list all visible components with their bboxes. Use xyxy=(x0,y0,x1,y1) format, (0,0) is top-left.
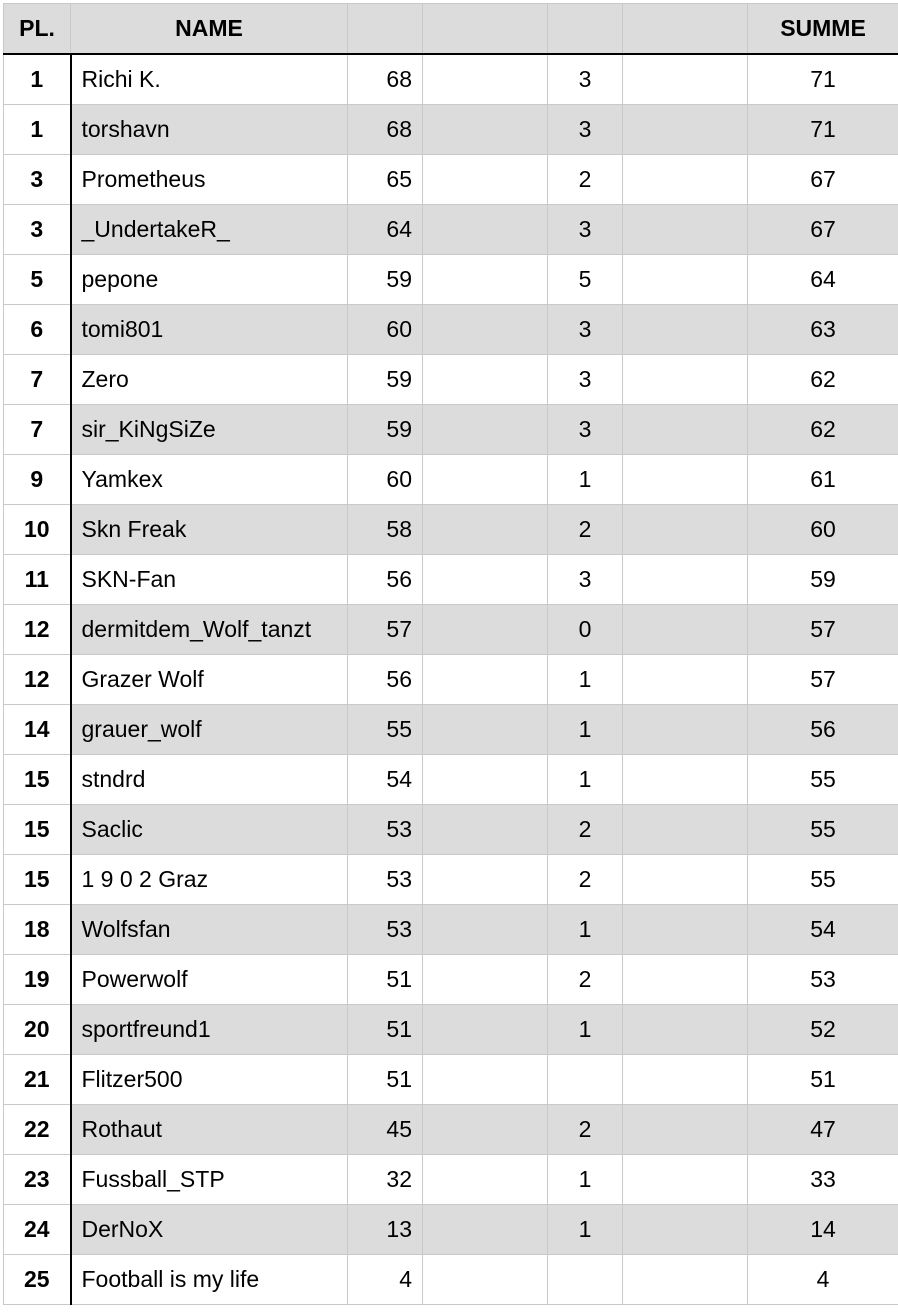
cell-place: 15 xyxy=(4,855,71,905)
cell-sum: 62 xyxy=(748,405,898,455)
cell-points: 53 xyxy=(348,855,423,905)
cell-place: 24 xyxy=(4,1205,71,1255)
cell-points: 56 xyxy=(348,655,423,705)
cell-empty xyxy=(423,905,548,955)
cell-bonus: 5 xyxy=(548,255,623,305)
cell-place: 9 xyxy=(4,455,71,505)
cell-name: 1 9 0 2 Graz xyxy=(71,855,348,905)
cell-bonus: 1 xyxy=(548,705,623,755)
cell-sum: 14 xyxy=(748,1205,898,1255)
cell-empty xyxy=(423,255,548,305)
table-row xyxy=(4,255,898,305)
cell-name: Prometheus xyxy=(71,155,348,205)
cell-bonus xyxy=(548,1255,623,1305)
cell-points: 65 xyxy=(348,155,423,205)
table-row xyxy=(4,1055,898,1105)
cell-bonus: 2 xyxy=(548,155,623,205)
standings-table xyxy=(3,3,898,1305)
table-row xyxy=(4,1155,898,1205)
cell-points: 51 xyxy=(348,1055,423,1105)
cell-empty xyxy=(623,955,748,1005)
cell-place: 1 xyxy=(4,54,71,105)
cell-bonus: 2 xyxy=(548,505,623,555)
cell-empty xyxy=(423,405,548,455)
cell-empty xyxy=(623,805,748,855)
cell-points: 68 xyxy=(348,105,423,155)
cell-points: 51 xyxy=(348,1005,423,1055)
table-row xyxy=(4,555,898,605)
cell-bonus: 1 xyxy=(548,1205,623,1255)
cell-name: pepone xyxy=(71,255,348,305)
cell-name: dermitdem_Wolf_tanzt xyxy=(71,605,348,655)
table-row xyxy=(4,155,898,205)
table-row xyxy=(4,455,898,505)
table-row xyxy=(4,505,898,555)
cell-place: 11 xyxy=(4,555,71,605)
cell-place: 25 xyxy=(4,1255,71,1305)
cell-points: 68 xyxy=(348,54,423,105)
standings-body xyxy=(4,54,898,1305)
cell-empty xyxy=(623,255,748,305)
cell-bonus: 3 xyxy=(548,305,623,355)
cell-points: 13 xyxy=(348,1205,423,1255)
table-row xyxy=(4,855,898,905)
cell-name: Yamkex xyxy=(71,455,348,505)
cell-points: 54 xyxy=(348,755,423,805)
cell-sum: 67 xyxy=(748,155,898,205)
cell-points: 60 xyxy=(348,305,423,355)
cell-points: 59 xyxy=(348,255,423,305)
header-points xyxy=(348,4,423,55)
cell-empty xyxy=(423,355,548,405)
table-row xyxy=(4,755,898,805)
cell-empty xyxy=(623,1005,748,1055)
cell-empty xyxy=(623,1155,748,1205)
table-row xyxy=(4,605,898,655)
cell-place: 5 xyxy=(4,255,71,305)
table-row xyxy=(4,1005,898,1055)
cell-place: 12 xyxy=(4,605,71,655)
header-row xyxy=(4,4,898,55)
cell-empty xyxy=(623,505,748,555)
cell-name: Zero xyxy=(71,355,348,405)
table-row xyxy=(4,705,898,755)
header-name: NAME xyxy=(71,4,348,55)
cell-name: Skn Freak xyxy=(71,505,348,555)
cell-sum: 4 xyxy=(748,1255,898,1305)
cell-sum: 56 xyxy=(748,705,898,755)
cell-empty xyxy=(423,855,548,905)
cell-bonus: 1 xyxy=(548,655,623,705)
cell-name: DerNoX xyxy=(71,1205,348,1255)
cell-empty xyxy=(423,1005,548,1055)
cell-empty xyxy=(423,1255,548,1305)
cell-place: 14 xyxy=(4,705,71,755)
cell-empty xyxy=(423,105,548,155)
table-row xyxy=(4,105,898,155)
table-row xyxy=(4,54,898,105)
cell-name: _UndertakeR_ xyxy=(71,205,348,255)
cell-name: torshavn xyxy=(71,105,348,155)
cell-empty xyxy=(623,355,748,405)
cell-empty xyxy=(623,105,748,155)
cell-sum: 51 xyxy=(748,1055,898,1105)
cell-empty xyxy=(623,305,748,355)
table-row xyxy=(4,1255,898,1305)
cell-empty xyxy=(423,205,548,255)
cell-empty xyxy=(423,955,548,1005)
cell-name: Saclic xyxy=(71,805,348,855)
cell-sum: 67 xyxy=(748,205,898,255)
cell-sum: 61 xyxy=(748,455,898,505)
cell-place: 10 xyxy=(4,505,71,555)
cell-place: 3 xyxy=(4,155,71,205)
cell-empty xyxy=(423,1155,548,1205)
cell-empty xyxy=(423,305,548,355)
cell-empty xyxy=(623,1055,748,1105)
cell-bonus: 2 xyxy=(548,955,623,1005)
cell-points: 56 xyxy=(348,555,423,605)
cell-empty xyxy=(623,1105,748,1155)
cell-empty xyxy=(623,855,748,905)
cell-place: 3 xyxy=(4,205,71,255)
cell-name: Flitzer500 xyxy=(71,1055,348,1105)
cell-points: 51 xyxy=(348,955,423,1005)
cell-sum: 64 xyxy=(748,255,898,305)
cell-bonus: 3 xyxy=(548,555,623,605)
table-row xyxy=(4,805,898,855)
cell-empty xyxy=(623,605,748,655)
cell-sum: 59 xyxy=(748,555,898,605)
cell-empty xyxy=(423,805,548,855)
cell-sum: 55 xyxy=(748,855,898,905)
cell-empty xyxy=(623,555,748,605)
cell-name: sir_KiNgSiZe xyxy=(71,405,348,455)
cell-sum: 55 xyxy=(748,805,898,855)
cell-bonus: 3 xyxy=(548,105,623,155)
cell-points: 60 xyxy=(348,455,423,505)
header-gap-2 xyxy=(623,4,748,55)
table-row xyxy=(4,405,898,455)
cell-bonus: 3 xyxy=(548,205,623,255)
header-sum: SUMME xyxy=(748,4,898,55)
cell-bonus: 2 xyxy=(548,855,623,905)
cell-points: 58 xyxy=(348,505,423,555)
cell-bonus: 2 xyxy=(548,1105,623,1155)
cell-name: tomi801 xyxy=(71,305,348,355)
cell-name: Rothaut xyxy=(71,1105,348,1155)
cell-empty xyxy=(623,755,748,805)
cell-bonus: 3 xyxy=(548,355,623,405)
cell-empty xyxy=(623,1205,748,1255)
cell-empty xyxy=(423,155,548,205)
cell-sum: 52 xyxy=(748,1005,898,1055)
header-bonus xyxy=(548,4,623,55)
cell-bonus: 3 xyxy=(548,54,623,105)
cell-empty xyxy=(423,655,548,705)
cell-empty xyxy=(423,455,548,505)
cell-place: 6 xyxy=(4,305,71,355)
cell-place: 1 xyxy=(4,105,71,155)
cell-place: 15 xyxy=(4,755,71,805)
cell-empty xyxy=(623,205,748,255)
cell-place: 18 xyxy=(4,905,71,955)
cell-sum: 47 xyxy=(748,1105,898,1155)
cell-sum: 55 xyxy=(748,755,898,805)
cell-bonus: 0 xyxy=(548,605,623,655)
cell-sum: 63 xyxy=(748,305,898,355)
cell-bonus: 1 xyxy=(548,905,623,955)
cell-points: 59 xyxy=(348,405,423,455)
cell-place: 23 xyxy=(4,1155,71,1205)
cell-sum: 53 xyxy=(748,955,898,1005)
table-row xyxy=(4,355,898,405)
cell-place: 20 xyxy=(4,1005,71,1055)
cell-bonus: 2 xyxy=(548,805,623,855)
cell-bonus: 1 xyxy=(548,455,623,505)
cell-empty xyxy=(423,605,548,655)
table-row xyxy=(4,955,898,1005)
cell-name: Powerwolf xyxy=(71,955,348,1005)
cell-empty xyxy=(623,905,748,955)
cell-sum: 62 xyxy=(748,355,898,405)
cell-points: 55 xyxy=(348,705,423,755)
cell-place: 22 xyxy=(4,1105,71,1155)
cell-points: 57 xyxy=(348,605,423,655)
cell-empty xyxy=(423,505,548,555)
cell-place: 21 xyxy=(4,1055,71,1105)
cell-name: grauer_wolf xyxy=(71,705,348,755)
cell-empty xyxy=(423,1055,548,1105)
cell-bonus: 1 xyxy=(548,1155,623,1205)
cell-empty xyxy=(623,54,748,105)
cell-points: 53 xyxy=(348,905,423,955)
table-row xyxy=(4,1205,898,1255)
cell-empty xyxy=(423,555,548,605)
header-place: PL. xyxy=(4,4,71,55)
cell-empty xyxy=(623,655,748,705)
cell-empty xyxy=(423,1105,548,1155)
cell-empty xyxy=(423,54,548,105)
cell-place: 12 xyxy=(4,655,71,705)
cell-points: 64 xyxy=(348,205,423,255)
cell-name: stndrd xyxy=(71,755,348,805)
cell-bonus: 3 xyxy=(548,405,623,455)
cell-name: Wolfsfan xyxy=(71,905,348,955)
cell-points: 59 xyxy=(348,355,423,405)
cell-bonus xyxy=(548,1055,623,1105)
cell-name: Grazer Wolf xyxy=(71,655,348,705)
cell-name: sportfreund1 xyxy=(71,1005,348,1055)
cell-points: 53 xyxy=(348,805,423,855)
cell-place: 7 xyxy=(4,355,71,405)
cell-empty xyxy=(623,455,748,505)
cell-sum: 33 xyxy=(748,1155,898,1205)
cell-bonus: 1 xyxy=(548,1005,623,1055)
cell-points: 4 xyxy=(348,1255,423,1305)
table-row xyxy=(4,655,898,705)
cell-points: 45 xyxy=(348,1105,423,1155)
cell-sum: 57 xyxy=(748,605,898,655)
table-row xyxy=(4,305,898,355)
table-row xyxy=(4,205,898,255)
cell-empty xyxy=(423,1205,548,1255)
cell-place: 7 xyxy=(4,405,71,455)
cell-place: 19 xyxy=(4,955,71,1005)
cell-sum: 60 xyxy=(748,505,898,555)
cell-empty xyxy=(623,705,748,755)
table-row xyxy=(4,1105,898,1155)
cell-empty xyxy=(623,1255,748,1305)
cell-sum: 71 xyxy=(748,54,898,105)
cell-sum: 54 xyxy=(748,905,898,955)
cell-name: Richi K. xyxy=(71,54,348,105)
cell-name: Football is my life xyxy=(71,1255,348,1305)
cell-empty xyxy=(423,755,548,805)
cell-empty xyxy=(623,155,748,205)
table-row xyxy=(4,905,898,955)
header-gap-1 xyxy=(423,4,548,55)
cell-sum: 57 xyxy=(748,655,898,705)
cell-bonus: 1 xyxy=(548,755,623,805)
cell-name: SKN-Fan xyxy=(71,555,348,605)
cell-sum: 71 xyxy=(748,105,898,155)
cell-place: 15 xyxy=(4,805,71,855)
cell-points: 32 xyxy=(348,1155,423,1205)
cell-name: Fussball_STP xyxy=(71,1155,348,1205)
cell-empty xyxy=(423,705,548,755)
cell-empty xyxy=(623,405,748,455)
